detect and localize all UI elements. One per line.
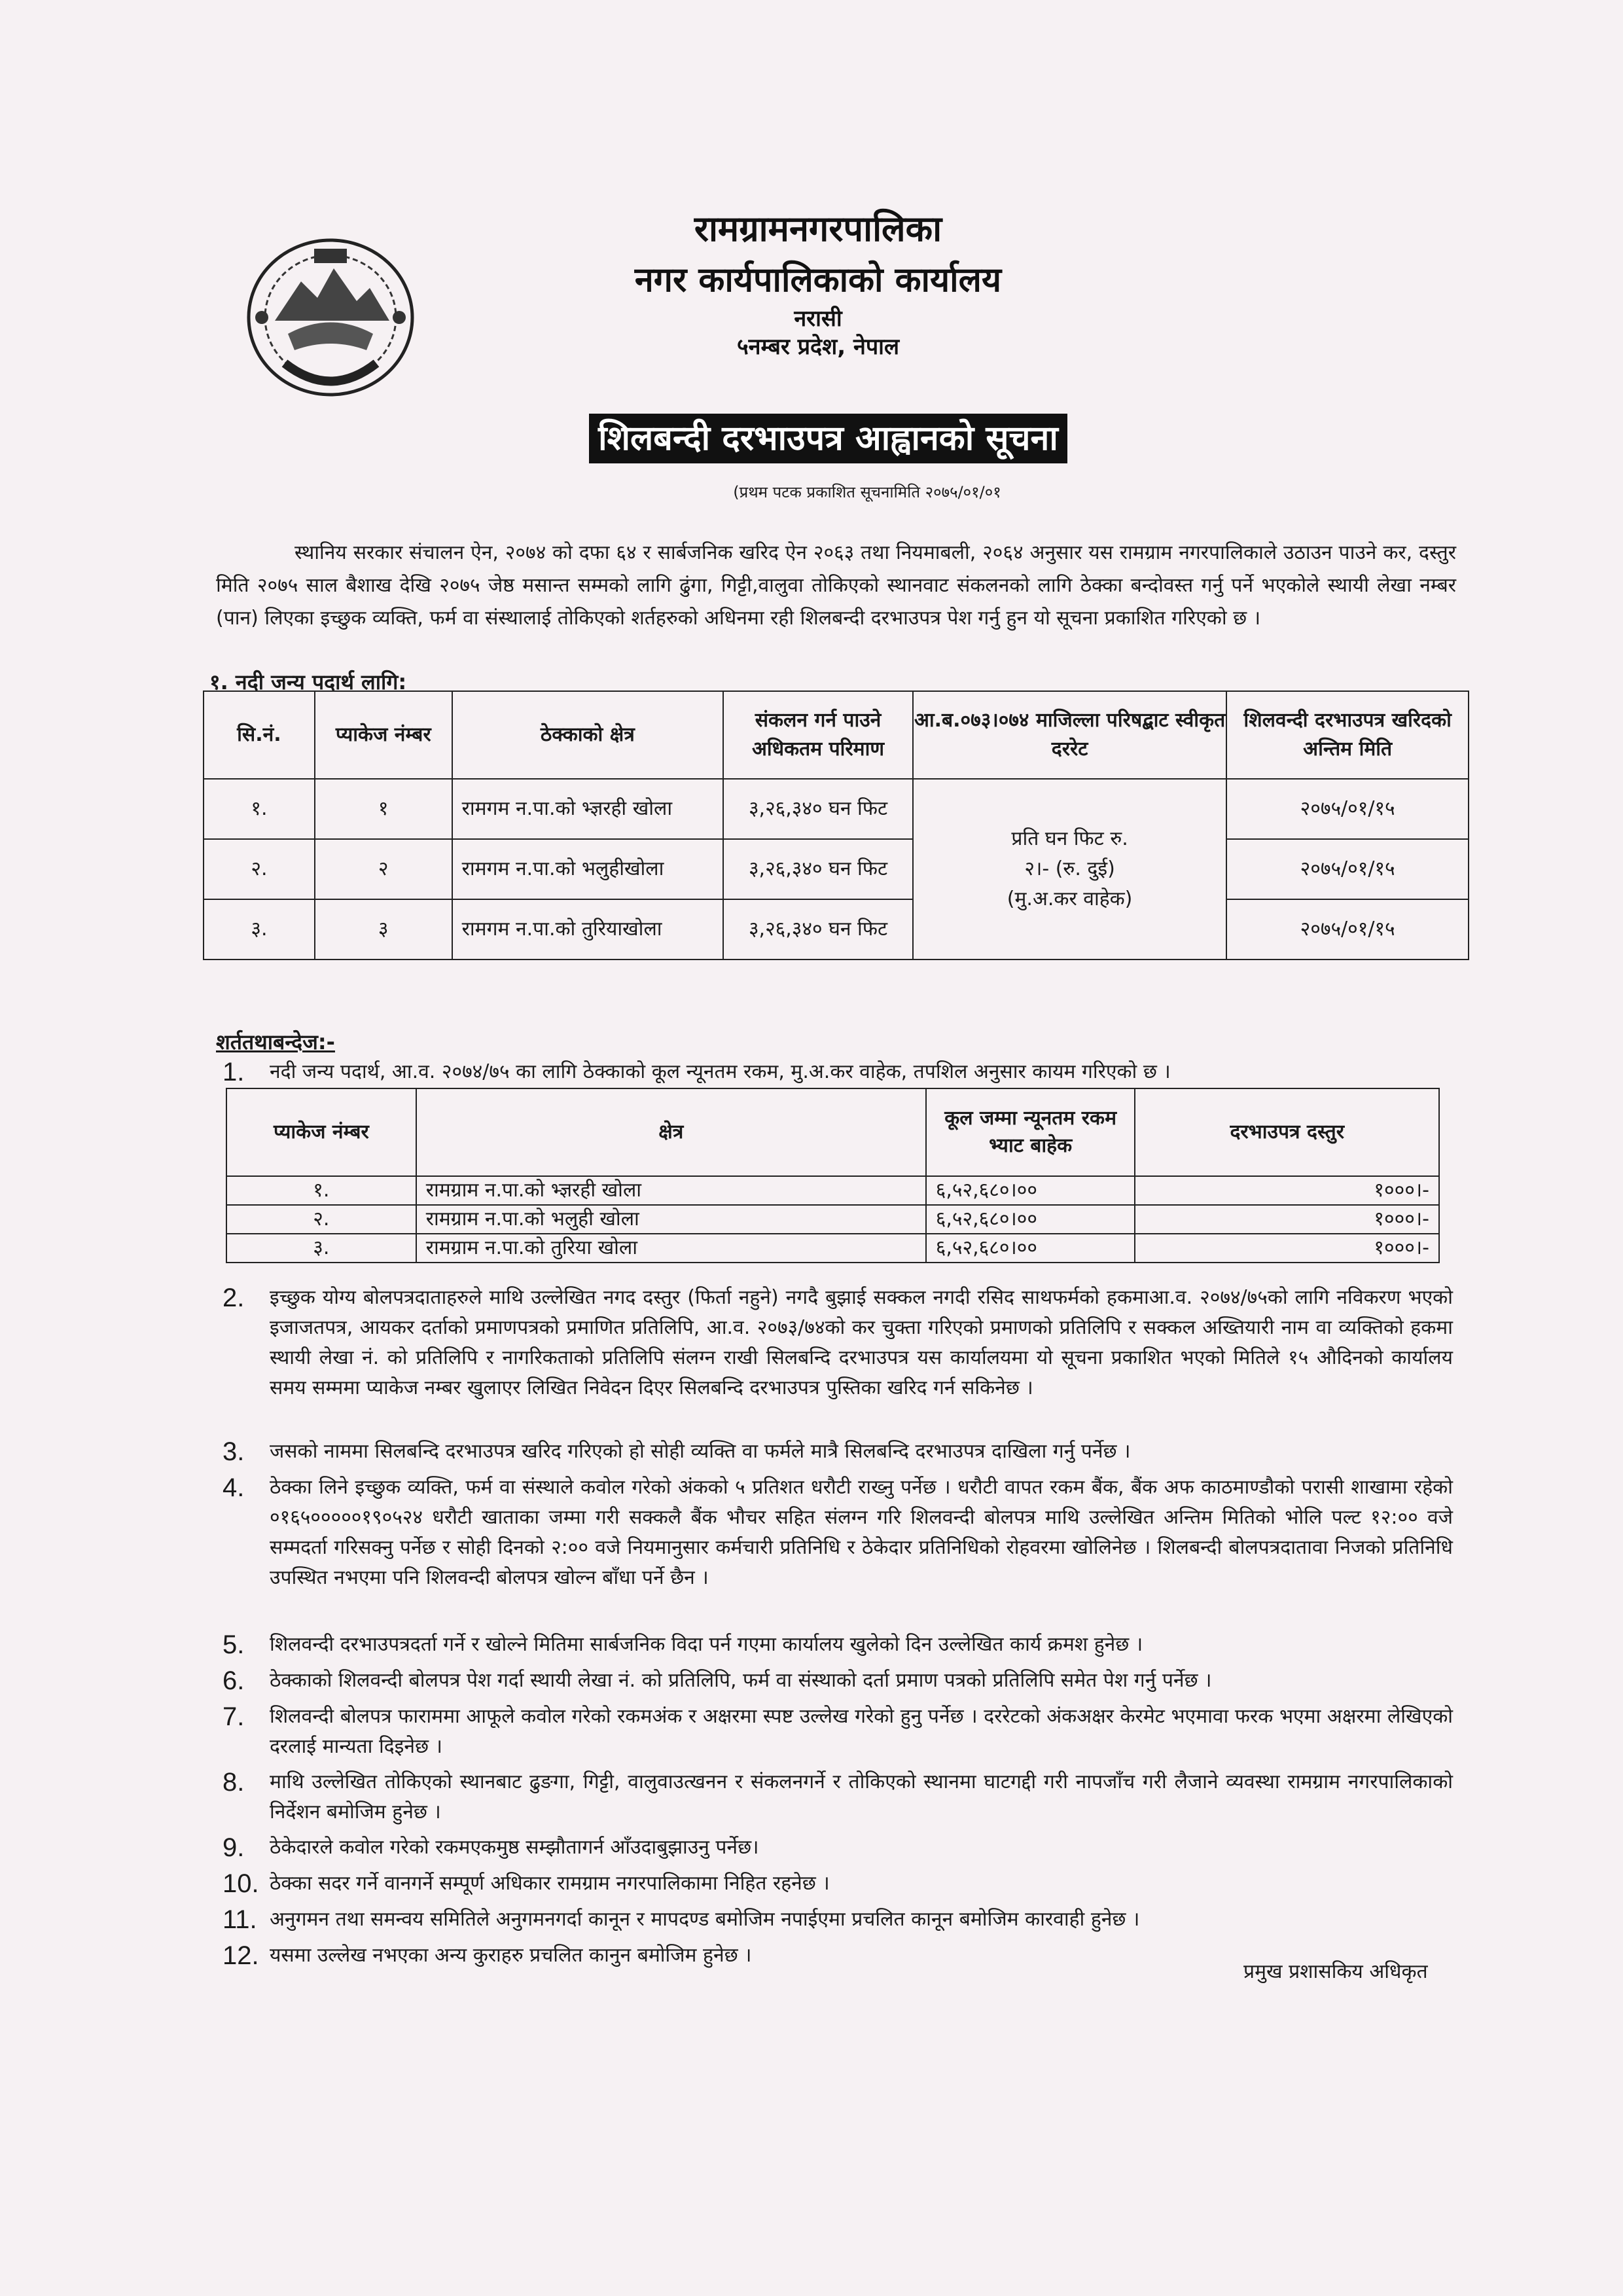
term-item (223, 1702, 1453, 1762)
table-row (226, 1234, 1439, 1263)
col-header-area: ठेक्काको क्षेत्र (452, 691, 724, 779)
term-text: नदी जन्य पदार्थ, आ.व. २०७४/७५ का लागि ठेक्काको कूल न्यूनतम रकम, मु.अ.कर वाहेक, तपशिल अनुसार कायम गरिएको छ । (270, 1060, 1171, 1083)
term-text: ठेक्का सदर गर्ने वानगर्ने सम्पूर्ण अधिकार रामग्राम नगरपालिकामा निहित रहनेछ । (270, 1872, 830, 1895)
table-header-row (204, 691, 1469, 779)
term-item (223, 1767, 1453, 1827)
cell-sn: २. (204, 839, 315, 899)
rate-line: २।- (रु. दुई) (1024, 857, 1115, 880)
term-number: 7. (223, 1702, 245, 1731)
cell-amount: ६,५२,६८०।०० (926, 1176, 1135, 1205)
cell-deadline: २०७५/०१/१५ (1226, 779, 1469, 839)
table-row (226, 1205, 1439, 1234)
term-item (223, 1283, 1453, 1403)
term-text: ठेक्का लिने इच्छुक व्यक्ति, फर्म वा संस्थाले कवोल गरेको अंकको ५ प्रतिशत धरौटी राख्नु पर्नेछ । धरौटी वापत रकम बैंक, बैंक अफ काठमाण्डौको परासी शाखामा रहेको ०१६५०००००१९०५२४ धरौटी खाताका जम्मा गरी सक्कलै बैंक भौचर सहित संलग्न गरि शिलवन्दी बोलपत्र माथि उल्लेखित अन्तिम मितिको भोलि पल्ट १२:०० वजे सम्मदर्ता गरिसक्नु पर्नेछ र सोही दिनको २:०० वजे नियमानुसार कर्मचारी प्रतिनिधि र ठेकेदार प्रतिनिधिको रोहवरमा खोलिनेछ । शिलबन्दी बोलपत्रदातावा निजको प्रतिनिधि उपस्थित नभएमा पनि शिलवन्दी बोलपत्र खोल्न बाँधा पर्ने छैन । (270, 1476, 1453, 1589)
term-text: ठेकेदारले कवोल गरेको रकमएकमुष्ठ सम्झौतागर्न आँउदाबुझाउनु पर्नेछ। (270, 1836, 759, 1859)
cell-package: २. (226, 1205, 416, 1234)
table-header-row (226, 1088, 1439, 1176)
cell-area: रामग्राम न.पा.को भलुही खोला (416, 1205, 926, 1234)
cell-quantity: ३,२६,३४० घन फिट (723, 839, 913, 899)
term-number: 9. (223, 1833, 245, 1862)
term-number: 1. (223, 1058, 245, 1086)
cell-area: रामगम न.पा.को भ्ज्ञरही खोला (452, 779, 724, 839)
cell-package: ३ (315, 899, 452, 960)
publication-date: (प्रथम पटक प्रकाशित सूचनामिति २०७५/०१/०१ (733, 483, 1001, 501)
cell-quantity: ३,२६,३४० घन फिट (723, 779, 913, 839)
province-name: ५नम्बर प्रदेश, नेपाल (736, 334, 900, 360)
term-item (223, 1437, 1453, 1467)
cell-sn: १. (204, 779, 315, 839)
term-text: अनुगमन तथा समन्वय समितिले अनुगमनगर्दा कानून र मापदण्ड बमोजिम नपाईएमा प्रचलित कानून बमोजिम कारवाही हुनेछ । (270, 1908, 1140, 1931)
table-row (204, 839, 1469, 899)
term-item (223, 1473, 1453, 1593)
term-number: 6. (223, 1666, 245, 1695)
rate-line: (मु.अ.कर वाहेक) (1007, 888, 1133, 910)
col-header-area: क्षेत्र (416, 1088, 926, 1176)
cell-quantity: ३,२६,३४० घन फिट (723, 899, 913, 960)
term-text: माथि उल्लेखित तोकिएको स्थानबाट ढुङगा, गिट्टी, वालुवाउत्खनन र संकलनगर्ने र तोकिएको स्थानमा घाटगद्दी गरी नापजाँच गरी लैजाने व्यवस्था रामग्राम नगरपालिकाको निर्देशन बमोजिम हुनेछ । (270, 1770, 1453, 1823)
cell-rate (913, 779, 1226, 960)
cell-package: १. (226, 1176, 416, 1205)
org-name: रामग्रामनगरपालिका (694, 208, 942, 249)
section-title: १. नदी जन्य पदार्थ लागि: (209, 670, 407, 694)
cell-area: रामग्राम न.पा.को भ्ज्ञरही खोला (416, 1176, 926, 1205)
col-header-fee: दरभाउपत्र दस्तुर (1135, 1088, 1439, 1176)
col-header-package: प्याकेज नंम्बर (315, 691, 452, 779)
cell-fee: १०००।- (1135, 1176, 1439, 1205)
cell-deadline: २०७५/०१/१५ (1226, 839, 1469, 899)
district-name: नरासी (794, 306, 842, 332)
cell-amount: ६,५२,६८०।०० (926, 1234, 1135, 1263)
term-number: 2. (223, 1283, 245, 1312)
term-item (223, 1057, 1453, 1087)
river-material-table (203, 691, 1469, 960)
office-name: नगर कार्यपालिकाको कार्यालय (634, 260, 1002, 300)
signature-title: प्रमुख प्रशासकिय अधिकृत (1243, 1960, 1428, 1983)
term-item (223, 1630, 1453, 1660)
notice-title: शिलबन्दी दरभाउपत्र आह्वानको सूचना (589, 414, 1067, 463)
cell-fee: १०००।- (1135, 1205, 1439, 1234)
cell-amount: ६,५२,६८०।०० (926, 1205, 1135, 1234)
col-header-rate: आ.ब.०७३।०७४ माजिल्ला परिषद्बाट स्वीकृत दररेट (913, 691, 1226, 779)
cell-area: रामग्राम न.पा.को तुरिया खोला (416, 1234, 926, 1263)
term-number: 4. (223, 1473, 245, 1502)
term-number: 11. (223, 1905, 257, 1934)
term-text: शिलवन्दी बोलपत्र फाराममा आफूले कवोल गरेको रकमअंक र अक्षरमा स्पष्ट उल्लेख गरेको हुनु पर्नेछ । दररेटको अंकअक्षर केरमेट भएमावा फरक भएमा अक्षरमा लेखिएको दरलाई मान्यता दिइनेछ । (270, 1705, 1453, 1758)
term-text: ठेक्काको शिलवन्दी बोलपत्र पेश गर्दा स्थायी लेखा नं. को प्रतिलिपि, फर्म वा संस्थाको दर्ता प्रमाण पत्रको प्रतिलिपि समेत पेश गर्नु पर्नेछ । (270, 1669, 1212, 1692)
term-item (223, 1869, 1453, 1899)
term-number: 3. (223, 1437, 245, 1466)
term-item (223, 1666, 1453, 1696)
cell-deadline: २०७५/०१/१५ (1226, 899, 1469, 960)
cell-area: रामगम न.पा.को भलुहीखोला (452, 839, 724, 899)
cell-package: १ (315, 779, 452, 839)
term-number: 10. (223, 1869, 259, 1898)
term-item (223, 1905, 1453, 1935)
cell-area: रामगम न.पा.को तुरियाखोला (452, 899, 724, 960)
col-header-deadline: शिलवन्दी दरभाउपत्र खरिदको अन्तिम मिति (1226, 691, 1469, 779)
cell-package: २ (315, 839, 452, 899)
terms-title: शर्ततथाबन्देज:- (216, 1030, 335, 1054)
col-header-sn: सि.नं. (204, 691, 315, 779)
table-row (204, 899, 1469, 960)
cell-fee: १०००।- (1135, 1234, 1439, 1263)
term-number: 8. (223, 1768, 245, 1797)
minimum-amount-table (226, 1088, 1440, 1263)
col-header-package: प्याकेज नंम्बर (226, 1088, 416, 1176)
col-header-amount: कूल जम्मा न्यूनतम रकम भ्याट बाहेक (926, 1088, 1135, 1176)
term-text: यसमा उल्लेख नभएका अन्य कुराहरु प्रचलित कानुन बमोजिम हुनेछ । (270, 1944, 752, 1967)
term-number: 5. (223, 1630, 245, 1659)
term-number: 12. (223, 1941, 259, 1970)
table-row (226, 1176, 1439, 1205)
term-text: शिलवन्दी दरभाउपत्रदर्ता गर्ने र खोल्ने मितिमा सार्बजनिक विदा पर्न गएमा कार्यालय खुलेको दिन उल्लेखित कार्य क्रमश हुनेछ । (270, 1633, 1143, 1656)
rate-line: प्रति घन फिट रु. (1011, 827, 1128, 850)
nepal-emblem-icon (236, 223, 425, 406)
term-text: जसको नाममा सिलबन्दि दरभाउपत्र खरिद गरिएको हो सोही व्यक्ति वा फर्मले मात्रै सिलबन्दि दरभाउपत्र दाखिला गर्नु पर्नेछ । (270, 1440, 1131, 1463)
table-row (204, 779, 1469, 839)
cell-package: ३. (226, 1234, 416, 1263)
term-text: इच्छुक योग्य बोलपत्रदाताहरुले माथि उल्लेखित नगद दस्तुर (फिर्ता नहुने) नगदै बुझाई सक्कल नगदी रसिद साथफर्मको हकमाआ.व. २०७४/७५को लागि नविकरण भएको इजाजतपत्र, आयकर दर्ताको प्रमाणपत्रको प्रमाणित प्रतिलिपि, आ.व. २०७३/७४को कर चुक्ता गरिएको प्रमाणको प्रतिलिपि र सक्कल अख्तियारी नाम वा व्यक्तिको हकमा स्थायी लेखा नं. को प्रतिलिपि र नागरिकताको प्रतिलिपि संलग्न राखी सिलबन्दि दरभाउपत्र यस कार्यालयमा यो सूचना प्रकाशित भएको मितिले १५ औदिनको कार्यालय समय सम्ममा प्याकेज नम्बर खुलाएर लिखित निवेदन दिएर सिलबन्दि दरभाउपत्र पुस्तिका खरिद गर्न सकिनेछ । (270, 1286, 1453, 1399)
term-item (223, 1833, 1453, 1863)
intro-paragraph: स्थानिय सरकार संचालन ऐन, २०७४ को दफा ६४ र सार्बजनिक खरिद ऐन २०६३ तथा नियमाबली, २०६४ अनुसार यस रामग्राम नगरपालिकाले उठाउन पाउने कर, दस्तुर मिति २०७५ साल बैशाख देखि २०७५ जेष्ठ मसान्त सम्मको लागि ढुंगा, गिट्टी,वालुवा तोकिएको स्थानवाट संकलनको लागि ठेक्का बन्दोवस्त गर्नु पर्ने भएकोले स्थायी लेखा नम्बर (पान) लिएका इच्छुक व्यक्ति, फर्म वा संस्थालाई तोकिएको शर्तहरुको अधिनमा रही शिलबन्दी दरभाउपत्र पेश गर्नु हुन यो सूचना प्रकाशित गरिएको छ । (216, 541, 1456, 630)
cell-sn: ३. (204, 899, 315, 960)
col-header-quantity: संकलन गर्न पाउने अधिकतम परिमाण (723, 691, 913, 779)
